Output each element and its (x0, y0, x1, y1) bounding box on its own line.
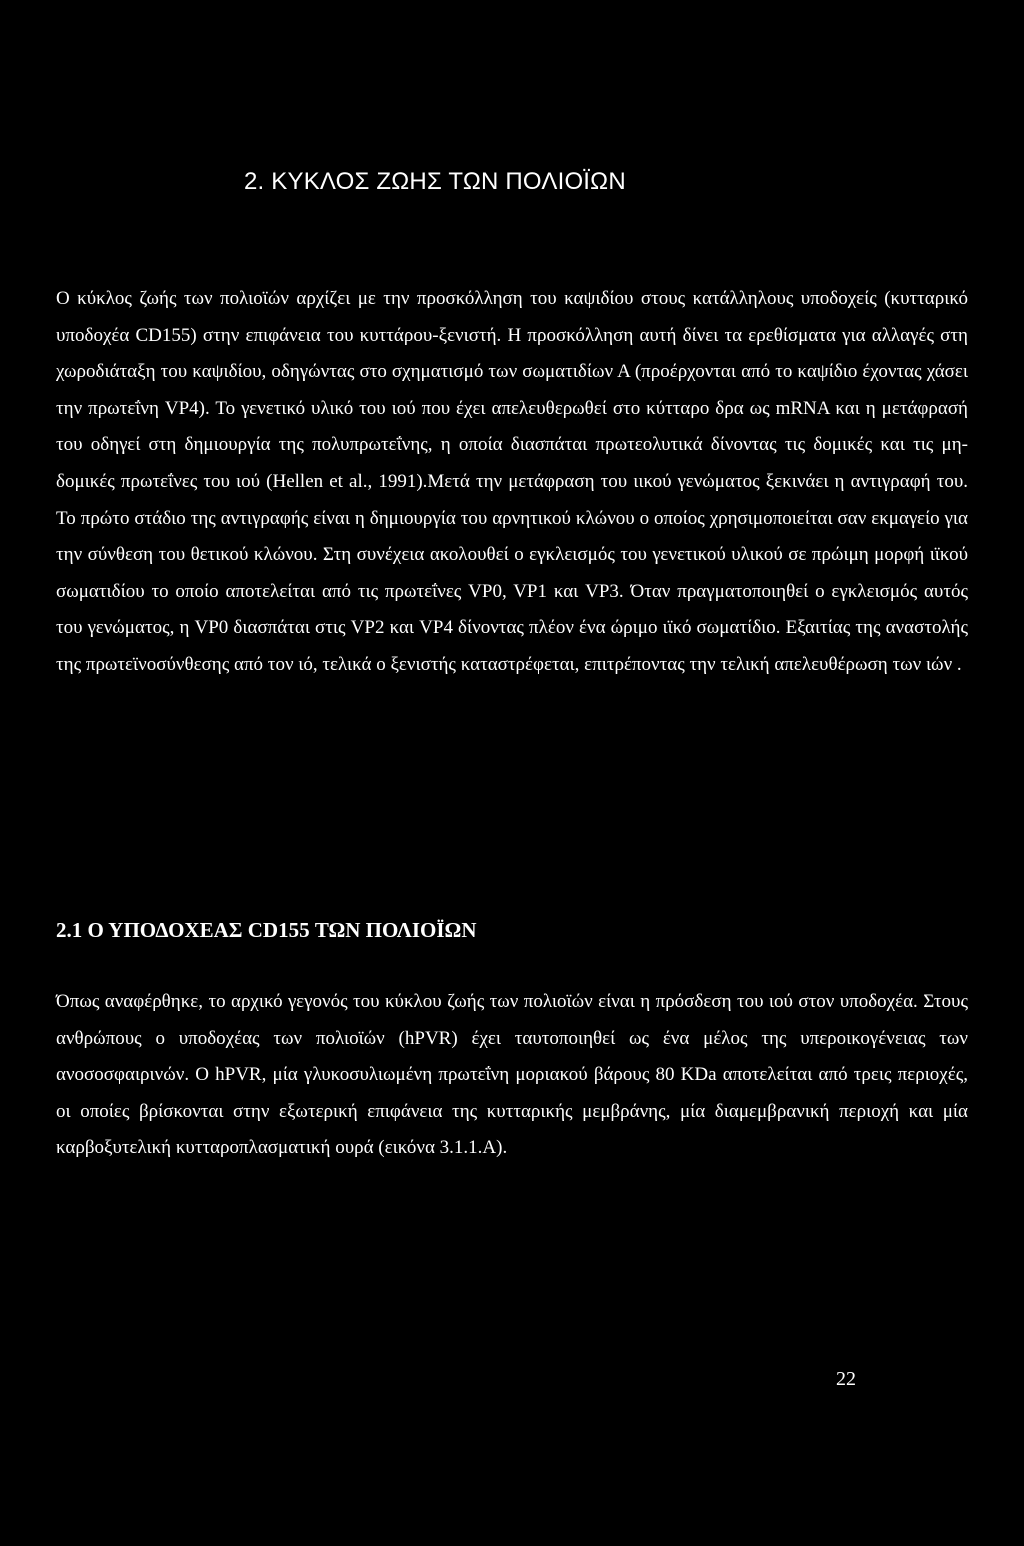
paragraph-life-cycle: Ο κύκλος ζωής των πολιοϊών αρχίζει με την προσκόλληση του καψιδίου στους κατάλληλους υποδοχείς (κυτταρικό υποδοχέα CD155) στην επιφάνεια του κυττάρου-ξενιστή. Η προσκόλληση αυτή δίνει τα ερεθίσματα για αλλαγές στη χωροδιάταξη του καψιδίου, οδηγώντας στο σχηματισμό των σωματιδίων Α (προέρχονται από το καψίδιο έχοντας χάσει την πρωτεΐνη VP4). Το γενετικό υλικό του ιού που έχει απελευθερωθεί στο κύτταρο δρα ως mRNA και η μετάφρασή του οδηγεί στη δημιουργία της πολυπρωτεΐνης, η οποία διασπάται πρωτεολυτικά δίνοντας τις δομικές και τις μη-δομικές πρωτεΐνες του ιού (Hellen et al., 1991).Μετά την μετάφραση του ιικού γενώματος ξεκινάει η αντιγραφή του. Το πρώτο στάδιο της αντιγραφής είναι η δημιουργία του αρνητικού κλώνου ο οποίος χρησιμοποιείται σαν εκμαγείο για την σύνθεση του θετικού κλώνου. Στη συνέχεια ακολουθεί ο εγκλεισμός του γενετικού υλικού σε πρώιμη μορφή ιϊκού σωματιδίου το οποίο αποτελείται από τις πρωτεΐνες VP0, VP1 και VP3. Όταν πραγματοποιηθεί ο εγκλεισμός αυτός του γενώματος, η VP0 διασπάται στις VP2 και VP4 δίνοντας πλέον ένα ώριμο ιϊκό σωματίδιο. Εξαιτίας της αναστολής της πρωτεϊνοσύνθεσης από τον ιό, τελικά ο ξενιστής καταστρέφεται, επιτρέποντας την τελική απελευθέρωση των ιών . (56, 288, 968, 675)
paragraph-receptor: Όπως αναφέρθηκε, το αρχικό γεγονός του κύκλου ζωής των πολιοϊών είναι η πρόσδεση του ιού στον υποδοχέα. Στους ανθρώπους ο υποδοχέας των πολιοϊών (hPVR) έχει ταυτοποιηθεί ως ένα μέλος της υπεροικογένειας των ανοσοσφαιρινών. Ο hPVR, μία γλυκοσυλιωμένη πρωτεΐνη μοριακού βάρους 80 KDa αποτελείται από τρεις περιοχές, οι οποίες βρίσκονται στην εξωτερική επιφάνεια της κυτταρικής μεμβράνης, μία διαμεμβρανική περιοχή και μία καρβοξυτελική κυτταροπλασματική ουρά (εικόνα 3.1.1.Α). (56, 991, 968, 1159)
section-heading: 2. ΚΥΚΛΟΣ ΖΩΗΣ ΤΩΝ ΠΟΛΙΟΪΩΝ (244, 168, 626, 195)
subsection-heading: 2.1 Ο ΥΠΟΔΟΧΕΑΣ CD155 ΤΩΝ ΠΟΛΙΟΪΩΝ (56, 918, 477, 942)
page-number: 22 (836, 1368, 856, 1390)
